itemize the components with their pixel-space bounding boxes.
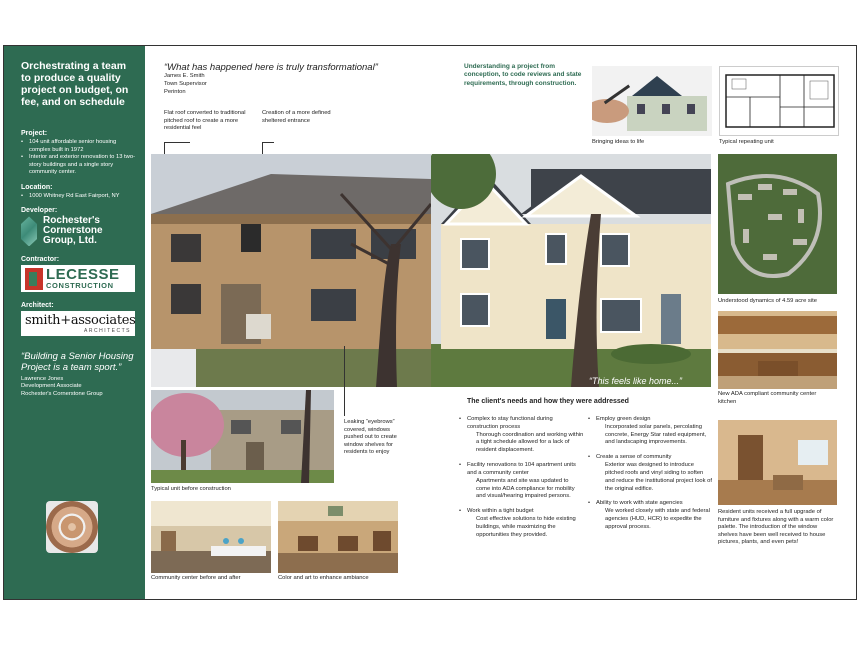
contractor-logo-subtext: CONSTRUCTION [46, 281, 114, 291]
community-center-photo [151, 501, 271, 573]
contractor-logo-text: LECESSE [46, 266, 120, 284]
sketch-rendering-photo [592, 66, 712, 136]
cornerstone-logo-icon [21, 216, 37, 246]
needs-list-right [588, 416, 713, 539]
sketch-illustration [592, 66, 712, 136]
eyebrows-callout: Leaking “eyebrows” covered, windows pushed out to create window shelves for residents to enjoy [344, 419, 397, 456]
before-unit-photo [151, 390, 334, 483]
presentation-board [3, 45, 857, 600]
callout-line [344, 346, 345, 416]
color-caption: Color and art to enhance ambiance [278, 575, 369, 581]
needs-list-left [459, 416, 584, 546]
need-response: We worked closely with state and federal agencies (HUD, HCR) to expedite the approval process. [605, 508, 710, 530]
attr-name: Lawrence Jones [21, 375, 64, 382]
need-heading: • Create a sense of community [596, 454, 672, 461]
community-center-illustration [151, 501, 271, 573]
attr-place: Perinton [164, 88, 186, 95]
list-item: • 104 unit affordable senior housing complex built in 1972 [21, 139, 137, 154]
site-caption: Understood dynamics of 4.59 acre site [718, 298, 817, 304]
resident-unit-photo [718, 420, 837, 505]
need-response: Incorporated solar panels, percolating concrete, Energy Star rated equipment, and landscaping improvements. [605, 423, 707, 446]
list-item [459, 508, 584, 539]
community-caption: Community center before and after [151, 575, 241, 581]
contractor-label: Contractor: [21, 256, 60, 264]
location-label: Location: [21, 183, 53, 191]
lecesse-logo-icon [25, 268, 43, 290]
color-art-illustration [278, 501, 398, 573]
attr-name: James E. Smith [164, 73, 205, 79]
list-item [459, 462, 584, 501]
architect-label: Architect: [21, 301, 54, 309]
developer-logo-text: Rochester's Cornerstone Group, Ltd. [43, 215, 103, 247]
list-item: • 1000 Whitney Rd East Fairport, NY [21, 193, 137, 201]
understanding-text: Understanding a project from conception, to code reviews and state requirements, through construction. [464, 63, 582, 87]
before-exterior-photo [151, 154, 431, 387]
architect-logo [21, 311, 135, 336]
typical-unit-caption: Typical repeating unit [719, 139, 774, 145]
sidebar-quote: “Building a Senior Housing Project is a team sport.” [21, 350, 134, 373]
project-list [21, 139, 137, 177]
need-heading: • Complex to stay functional during construction process [467, 416, 553, 430]
sidebar-title: Orchestrating a team to produce a quality project on budget, on fee, and on schedule [21, 60, 129, 109]
developer-logo [21, 216, 137, 246]
kitchen-illustration [718, 311, 837, 389]
sidebar-quote-attribution [21, 376, 137, 399]
need-response: Apartments and site was updated to come into ADA compliance for mobility and visual/hearing impaired persons. [476, 477, 575, 500]
ideas-caption: Bringing ideas to life [592, 139, 645, 145]
attr-title: Development Associate [21, 383, 82, 390]
list-item [459, 416, 584, 455]
before-exterior-illustration [151, 154, 431, 387]
before-unit-illustration [151, 390, 334, 483]
list-item [588, 454, 713, 493]
aerial-site-photo [718, 154, 837, 294]
main-quote-attribution [164, 73, 207, 96]
entrance-callout: Creation of a more defined sheltered entrance [262, 110, 331, 124]
list-item [588, 500, 713, 531]
kitchen-photo [718, 311, 837, 389]
needs-title: The client's needs and how they were addressed [467, 398, 629, 405]
floor-plan-illustration [720, 67, 839, 136]
sidebar [4, 46, 145, 599]
architect-logo-subtext: ARCHITECTS [84, 327, 131, 334]
attr-title: Town Supervisor [164, 80, 207, 87]
location-list [21, 193, 137, 201]
team-hands-photo [46, 501, 98, 553]
resident-unit-illustration [718, 420, 837, 505]
need-response: Cost effective solutions to hide existing buildings, while maximizing the opportunities they provided. [476, 515, 576, 538]
resident-unit-caption: Resident units received a full upgrade of furniture and fixtures along with a warm color palette. The introduction of the window shelves have been well received to house pictures, plants, and even pets! [718, 509, 834, 546]
contractor-logo [21, 265, 135, 292]
need-heading: • Facility renovations to 104 apartment units and a community center [467, 462, 576, 476]
floor-plan-drawing [719, 66, 839, 136]
aerial-illustration [718, 154, 837, 294]
attr-org: Rochester's Cornerstone Group [21, 390, 103, 397]
need-response: Exterior was designed to introduce pitched roofs and vinyl siding to soften and reduce the institutional project look of the original edifice. [605, 462, 712, 492]
list-item [588, 416, 713, 447]
need-heading: • Work within a tight budget [467, 508, 534, 515]
need-heading: • Employ green design [596, 416, 651, 422]
main-quote: “What has happened here is truly transformational” [164, 62, 378, 73]
project-label: Project: [21, 130, 48, 138]
list-item: • Interior and exterior renovation to 13 two-story buildings and a single story community center. [21, 154, 137, 177]
feels-like-home-quote: “This feels like home...” [589, 376, 683, 386]
callout-line [164, 142, 190, 143]
roof-callout: Flat roof converted to traditional pitched roof to create a more residential feel [164, 110, 246, 132]
after-exterior-photo [431, 154, 711, 387]
kitchen-caption: New ADA compliant community center kitchen [718, 391, 817, 405]
after-exterior-illustration [431, 154, 711, 387]
architect-logo-text: smith+associates [25, 312, 136, 328]
need-response: Thorough coordination and working within a tight schedule allowed for a lack of resident displacement. [476, 431, 584, 454]
need-heading: • Ability to work with state agencies [596, 500, 683, 507]
before-unit-caption: Typical unit before construction [151, 486, 231, 492]
color-art-photo [278, 501, 398, 573]
callout-line [262, 142, 274, 143]
developer-label: Developer: [21, 207, 58, 215]
